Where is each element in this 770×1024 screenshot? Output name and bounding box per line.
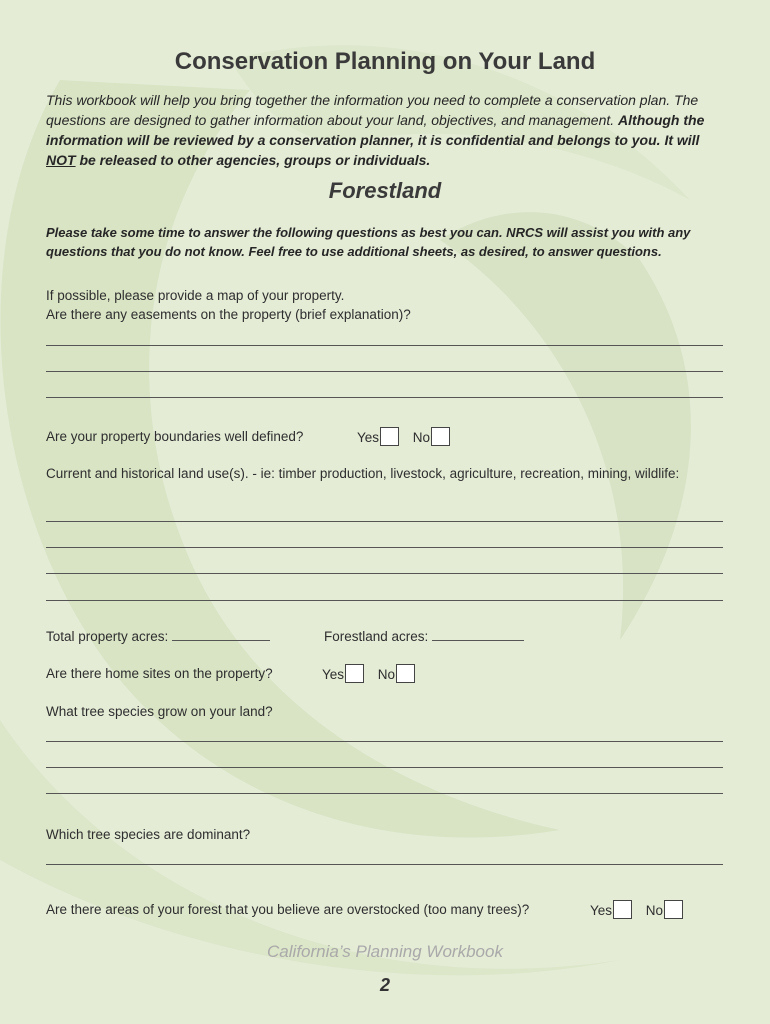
question-tree-species: What tree species grow on your land?	[46, 704, 273, 719]
answer-line-species-1[interactable]	[46, 741, 723, 742]
answer-line-easements-3[interactable]	[46, 397, 723, 398]
question-boundaries: Are your property boundaries well defined?	[46, 429, 304, 444]
overstocked-yes-checkbox[interactable]	[613, 900, 632, 919]
forest-acres-blank[interactable]	[432, 628, 524, 641]
question-dominant-species: Which tree species are dominant?	[46, 827, 251, 842]
overstocked-yes-label: Yes	[590, 903, 613, 918]
intro-paragraph	[46, 90, 732, 170]
overstocked-options	[590, 900, 683, 919]
question-map: If possible, please provide a map of your property.	[46, 288, 345, 303]
answer-line-easements-2[interactable]	[46, 371, 723, 372]
forest-acres-label: Forestland acres:	[324, 629, 429, 644]
intro-not-emphasis: NOT	[46, 152, 76, 168]
page-title: Conservation Planning on Your Land	[174, 48, 596, 75]
home-sites-no-checkbox[interactable]	[396, 664, 415, 683]
intro-release-text: be released to other agencies, groups or individuals.	[79, 152, 431, 168]
total-acres-blank[interactable]	[172, 628, 270, 641]
overstocked-no-checkbox[interactable]	[664, 900, 683, 919]
answer-line-land-use-4[interactable]	[46, 600, 723, 601]
total-acres-label: Total property acres:	[46, 629, 169, 644]
question-home-sites: Are there home sites on the property?	[46, 666, 273, 681]
intro-confidential-text: Although the information will be reviewed by a conservation planner, it is confidential and belongs to you. It will	[46, 112, 705, 148]
question-easements: Are there any easements on the property (brief explanation)?	[46, 307, 411, 322]
home-sites-no-label: No	[377, 667, 396, 682]
footer-workbook-title: California’s Planning Workbook	[267, 942, 503, 961]
answer-line-land-use-1[interactable]	[46, 521, 723, 522]
home-sites-yes-label: Yes	[322, 667, 345, 682]
home-sites-yes-checkbox[interactable]	[345, 664, 364, 683]
answer-line-land-use-2[interactable]	[46, 547, 723, 548]
forest-acres-field	[324, 627, 524, 646]
answer-line-species-3[interactable]	[46, 793, 723, 794]
total-acres-field	[46, 627, 270, 646]
boundaries-no-checkbox[interactable]	[431, 427, 450, 446]
overstocked-no-label: No	[645, 903, 664, 918]
answer-line-species-2[interactable]	[46, 767, 723, 768]
boundaries-yes-checkbox[interactable]	[380, 427, 399, 446]
answer-line-dominant[interactable]	[46, 864, 723, 865]
page-number: 2	[379, 975, 390, 995]
intro-text: This workbook will help you bring together the information you need to complete a conservation plan. The questions are designed to gather information about your land, objectives, and management.	[46, 92, 699, 128]
question-overstocked: Are there areas of your forest that you believe are overstocked (too many trees)?	[46, 902, 530, 917]
boundaries-no-label: No	[412, 430, 431, 445]
question-land-use: Current and historical land use(s). - ie: timber production, livestock, agriculture, recreation, mining, wildlife:	[46, 466, 680, 481]
answer-line-easements-1[interactable]	[46, 345, 723, 346]
section-title: Forestland	[328, 178, 442, 203]
home-sites-options	[322, 664, 425, 683]
section-instructions: Please take some time to answer the following questions as best you can. NRCS will assist you with any questions that you do not know. Feel free to use additional sheets, as desired, to answer questions.	[46, 225, 691, 259]
boundaries-yes-label: Yes	[357, 430, 380, 445]
boundaries-options	[357, 427, 460, 446]
answer-line-land-use-3[interactable]	[46, 573, 723, 574]
